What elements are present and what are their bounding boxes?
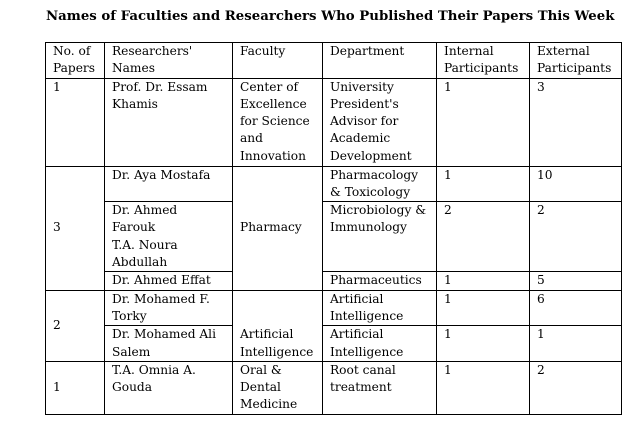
- table-row: [46, 78, 622, 166]
- internal-participants-cell: 2: [437, 202, 530, 272]
- researcher-name-cell: Dr. Aya Mostafa: [105, 166, 233, 202]
- table-row: [46, 272, 622, 290]
- faculty-cell: Center of Excellence for Science and Innovation: [233, 78, 323, 166]
- faculty-cell: Oral & Dental Medicine: [233, 361, 323, 414]
- researcher-name-cell: Dr. Ahmed Farouk T.A. Noura Abdullah: [105, 202, 233, 272]
- internal-participants-cell: 1: [437, 78, 530, 166]
- internal-participants-cell: 1: [437, 272, 530, 290]
- table-row: [46, 290, 622, 326]
- internal-participants-cell: 1: [437, 326, 530, 362]
- external-participants-cell: 2: [530, 202, 622, 272]
- external-participants-cell: 2: [530, 361, 622, 414]
- table-header-row: [46, 43, 622, 79]
- table-body: [46, 78, 622, 414]
- internal-participants-cell: 1: [437, 166, 530, 202]
- header-department: Department: [323, 43, 437, 79]
- papers-count-cell: 3: [46, 166, 105, 290]
- table-row: [46, 326, 622, 362]
- internal-participants-cell: 1: [437, 361, 530, 414]
- department-cell: University President's Advisor for Academic Development: [323, 78, 437, 166]
- department-cell: Root canal treatment: [323, 361, 437, 414]
- header-external-participants: External Participants: [530, 43, 622, 79]
- publications-table: [45, 42, 622, 415]
- external-participants-cell: 1: [530, 326, 622, 362]
- faculty-cell: Pharmacy: [233, 166, 323, 290]
- researcher-name-cell: Dr. Mohamed F. Torky: [105, 290, 233, 326]
- external-participants-cell: 10: [530, 166, 622, 202]
- researcher-name-cell: T.A. Omnia A. Gouda: [105, 361, 233, 414]
- department-cell: Pharmaceutics: [323, 272, 437, 290]
- papers-count-cell: 1: [46, 78, 105, 166]
- external-participants-cell: 6: [530, 290, 622, 326]
- department-cell: Pharmacology & Toxicology: [323, 166, 437, 202]
- papers-count-cell: 1: [46, 361, 105, 414]
- researcher-name-cell: Dr. Mohamed Ali Salem: [105, 326, 233, 362]
- header-no-of-papers: No. of Papers: [46, 43, 105, 79]
- internal-participants-cell: 1: [437, 290, 530, 326]
- header-researchers-names: Researchers' Names: [105, 43, 233, 79]
- table-row: [46, 361, 622, 414]
- header-faculty: Faculty: [233, 43, 323, 79]
- external-participants-cell: 5: [530, 272, 622, 290]
- faculty-cell: Artificial Intelligence: [233, 290, 323, 361]
- header-internal-participants: Internal Participants: [437, 43, 530, 79]
- department-cell: Microbiology & Immunology: [323, 202, 437, 272]
- table-row: [46, 166, 622, 202]
- department-cell: Artificial Intelligence: [323, 290, 437, 326]
- department-cell: Artificial Intelligence: [323, 326, 437, 362]
- table-row: [46, 202, 622, 272]
- external-participants-cell: 3: [530, 78, 622, 166]
- researcher-name-cell: Dr. Ahmed Effat: [105, 272, 233, 290]
- papers-count-cell: 2: [46, 290, 105, 361]
- researcher-name-cell: Prof. Dr. Essam Khamis: [105, 78, 233, 166]
- page-title: Names of Faculties and Researchers Who Published Their Papers This Week: [46, 9, 615, 24]
